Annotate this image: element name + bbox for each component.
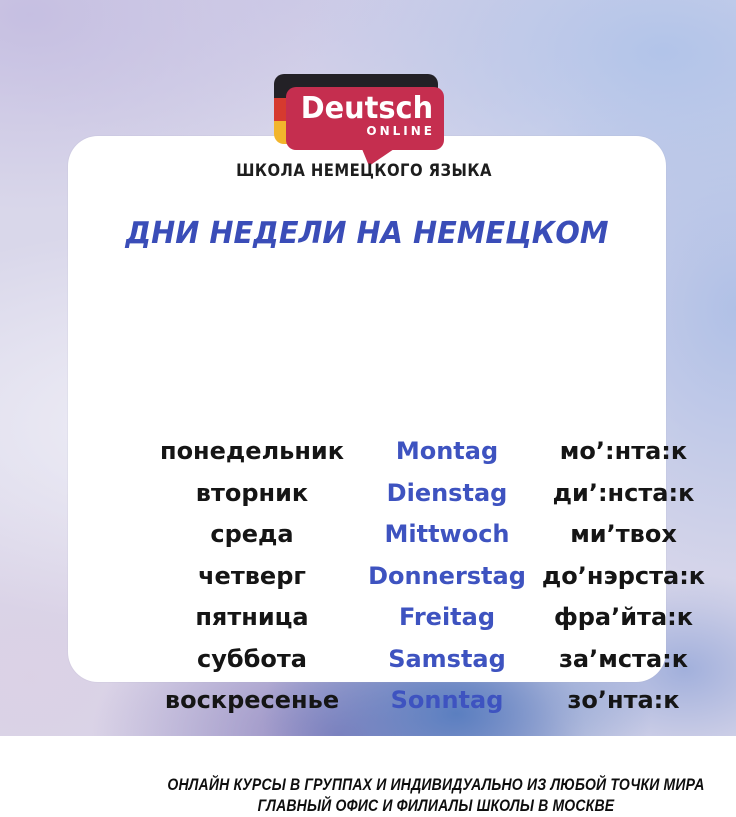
table-row — [146, 680, 711, 722]
transcription-label: зо’нта:к — [567, 686, 680, 714]
russian-day-label: понедельник — [159, 437, 345, 465]
russian-day-label: среда — [210, 520, 294, 548]
transcription-label: до’нэрста:к — [541, 561, 706, 590]
german-day-label: Donnerstag — [368, 561, 526, 590]
russian-day-label: пятница — [195, 603, 309, 631]
transcription-label: мо’:нта:к — [559, 437, 688, 465]
german-day-label: Samstag — [388, 644, 506, 673]
table-row — [146, 556, 711, 598]
transcription-label: ди’:нста:к — [552, 478, 695, 507]
german-day-label: Sonntag — [390, 686, 504, 714]
footer-note — [164, 775, 708, 817]
footer-line-1: ОНЛАЙН КУРСЫ В ГРУППАХ И ИНДИВИДУАЛЬНО ИЗ ЛЮБОЙ ТОЧКИ МИРА — [167, 776, 705, 794]
table-row — [146, 431, 711, 473]
russian-day-label: суббота — [197, 644, 307, 673]
german-day-label: Montag — [395, 437, 499, 465]
russian-day-label: воскресенье — [164, 686, 340, 714]
table-row — [146, 514, 711, 556]
speech-bubble-logo — [286, 87, 444, 150]
table-row — [146, 597, 711, 639]
transcription-label: фра’йта:к — [553, 603, 694, 631]
russian-day-label: четверг — [198, 561, 306, 590]
table-row — [146, 473, 711, 515]
brand-subtitle: ONLINE — [366, 124, 435, 138]
school-tagline: ШКОЛА НЕМЕЦКОГО ЯЗЫКА — [236, 161, 492, 180]
brand-name: Deutsch — [300, 91, 434, 126]
german-day-label: Mittwoch — [384, 520, 510, 548]
transcription-label: за’мста:к — [558, 644, 689, 673]
transcription-label: ми’твох — [570, 520, 677, 548]
german-day-label: Dienstag — [386, 478, 508, 507]
days-of-week-table — [146, 431, 711, 722]
table-row — [146, 639, 711, 681]
russian-day-label: вторник — [195, 478, 309, 507]
footer-line-2: ГЛАВНЫЙ ОФИС И ФИЛИАЛЫ ШКОЛЫ В МОСКВЕ — [257, 797, 615, 815]
german-day-label: Freitag — [398, 603, 496, 631]
page-title: ДНИ НЕДЕЛИ НА НЕМЕЦКОМ — [125, 216, 609, 251]
